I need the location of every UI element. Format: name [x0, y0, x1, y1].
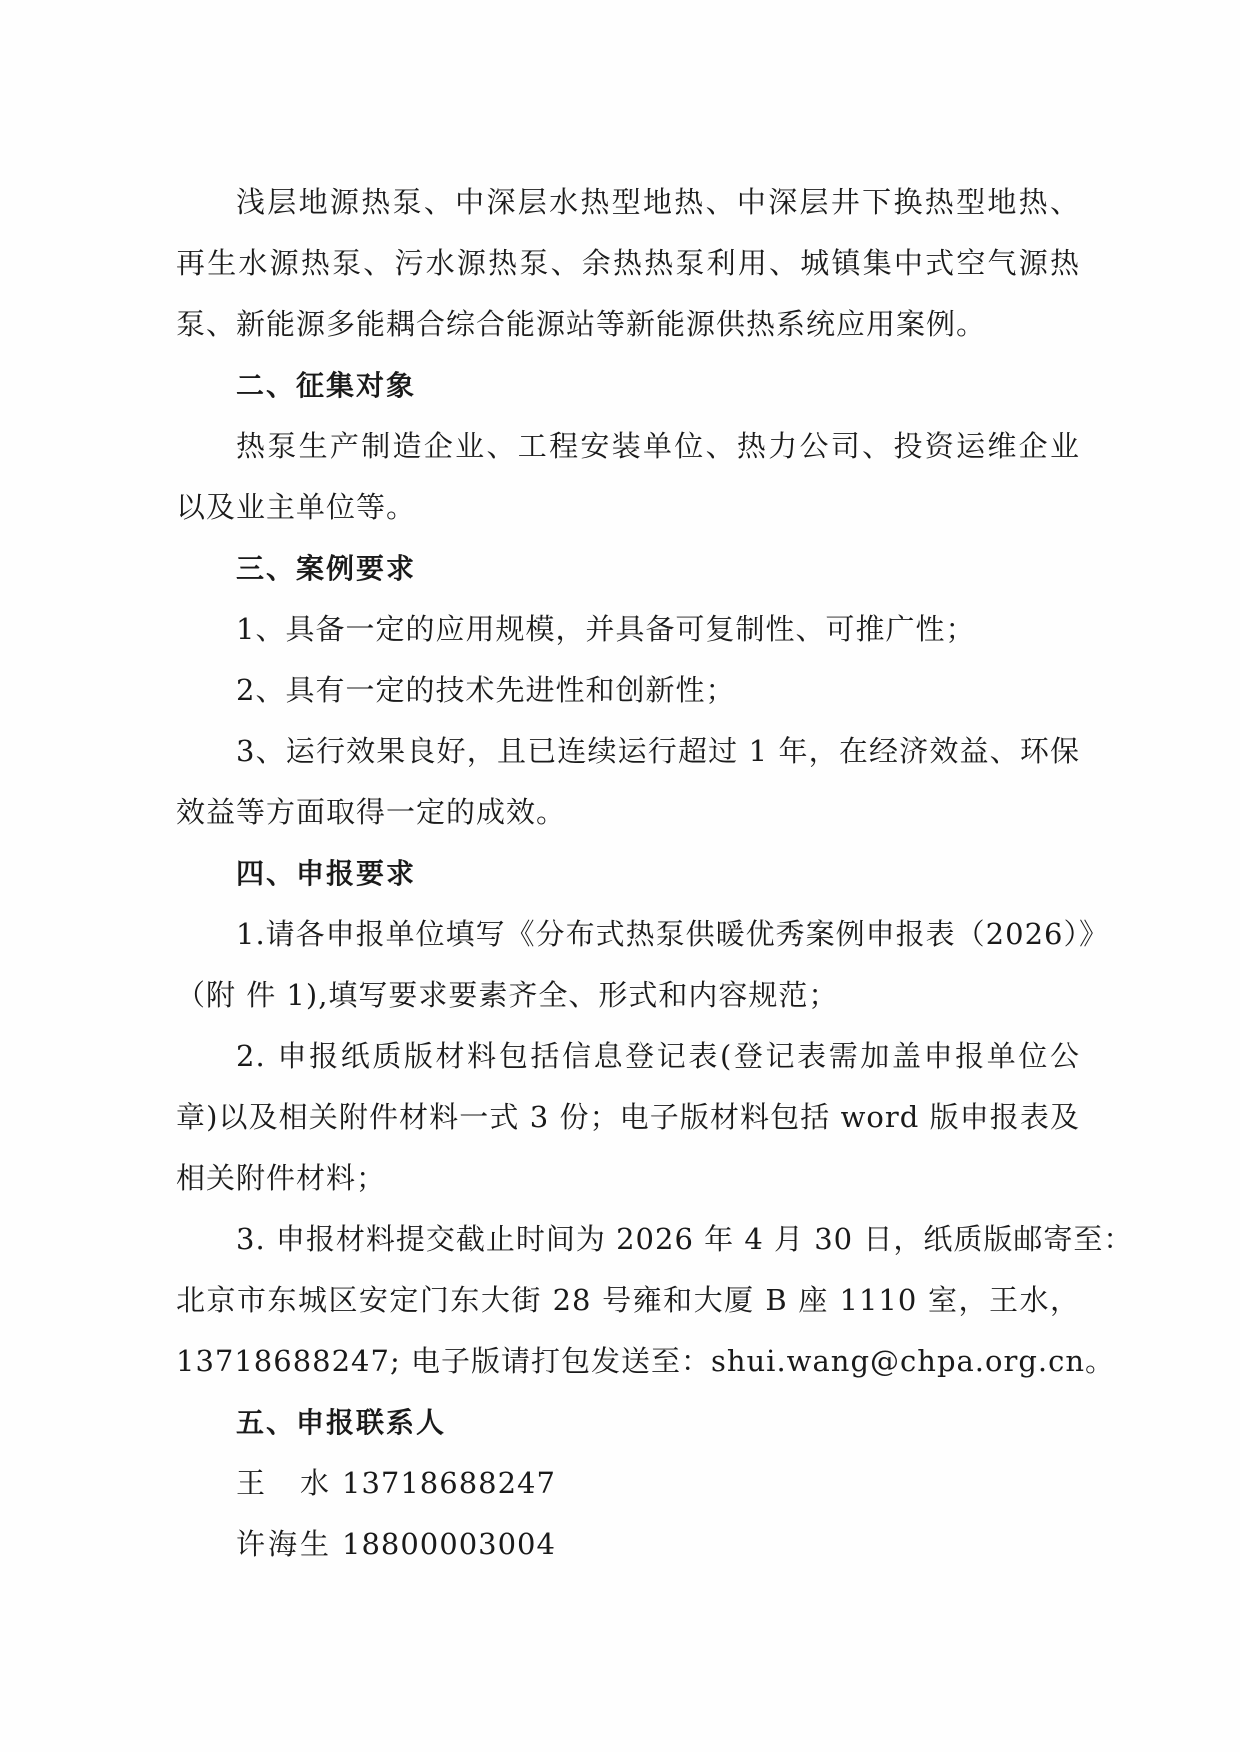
- contact-phone: 13718688247: [342, 1466, 556, 1500]
- list-item: 1、具备一定的应用规模，并具备可复制性、可推广性；: [236, 612, 976, 646]
- paragraph-line: 3. 申报材料提交截止时间为 2026 年 4 月 30 日，纸质版邮寄至：: [236, 1222, 1134, 1256]
- section-heading-case-requirements: 三、案例要求: [236, 552, 417, 585]
- list-item: 3、运行效果良好，且已连续运行超过 1 年，在经济效益、环保: [236, 734, 1080, 768]
- contact-entry: [176, 1514, 1080, 1575]
- paragraph-line: 章)以及相关附件材料一式 3 份；电子版材料包括 word 版申报表及: [176, 1100, 1080, 1134]
- paragraph-line: 北京市东城区安定门东大街 28 号雍和大厦 B 座 1110 室，王水，: [176, 1283, 1080, 1317]
- paragraph-line: 泵、新能源多能耦合综合能源站等新能源供热系统应用案例。: [176, 307, 987, 341]
- paragraph-line: 浅层地源热泵、中深层水热型地热、中深层井下换热型地热、: [236, 185, 1080, 219]
- document-body: [176, 172, 1134, 1575]
- contact-name: 王 水: [236, 1466, 330, 1500]
- paragraph-line: 热泵生产制造企业、工程安装单位、热力公司、投资运维企业: [236, 429, 1080, 463]
- paragraph-line: 相关附件材料；: [176, 1161, 387, 1195]
- paragraph-line: 13718688247; 电子版请打包发送至：shui.wang@chpa.org.cn。: [176, 1344, 1116, 1378]
- paragraph-line: 1.请各申报单位填写《分布式热泵供暖优秀案例申报表（2026）》: [236, 917, 1109, 951]
- paragraph-line: 2. 申报纸质版材料包括信息登记表(登记表需加盖申报单位公: [236, 1039, 1080, 1073]
- section-heading-recipients: 二、征集对象: [236, 369, 417, 402]
- contact-name: 许海生: [236, 1527, 330, 1561]
- paragraph-line: （附 件 1),填写要求要素齐全、形式和内容规范；: [176, 978, 839, 1012]
- section-heading-submission-requirements: 四、申报要求: [236, 857, 417, 890]
- list-item-continuation: 效益等方面取得一定的成效。: [176, 795, 567, 829]
- paragraph-line: 再生水源热泵、污水源热泵、余热热泵利用、城镇集中式空气源热: [176, 246, 1080, 280]
- contact-entry: [176, 1453, 1080, 1514]
- paragraph-line: 以及业主单位等。: [176, 490, 417, 524]
- contact-phone: 18800003004: [342, 1527, 556, 1561]
- section-heading-contacts: 五、申报联系人: [236, 1406, 447, 1439]
- list-item: 2、具有一定的技术先进性和创新性；: [236, 673, 736, 707]
